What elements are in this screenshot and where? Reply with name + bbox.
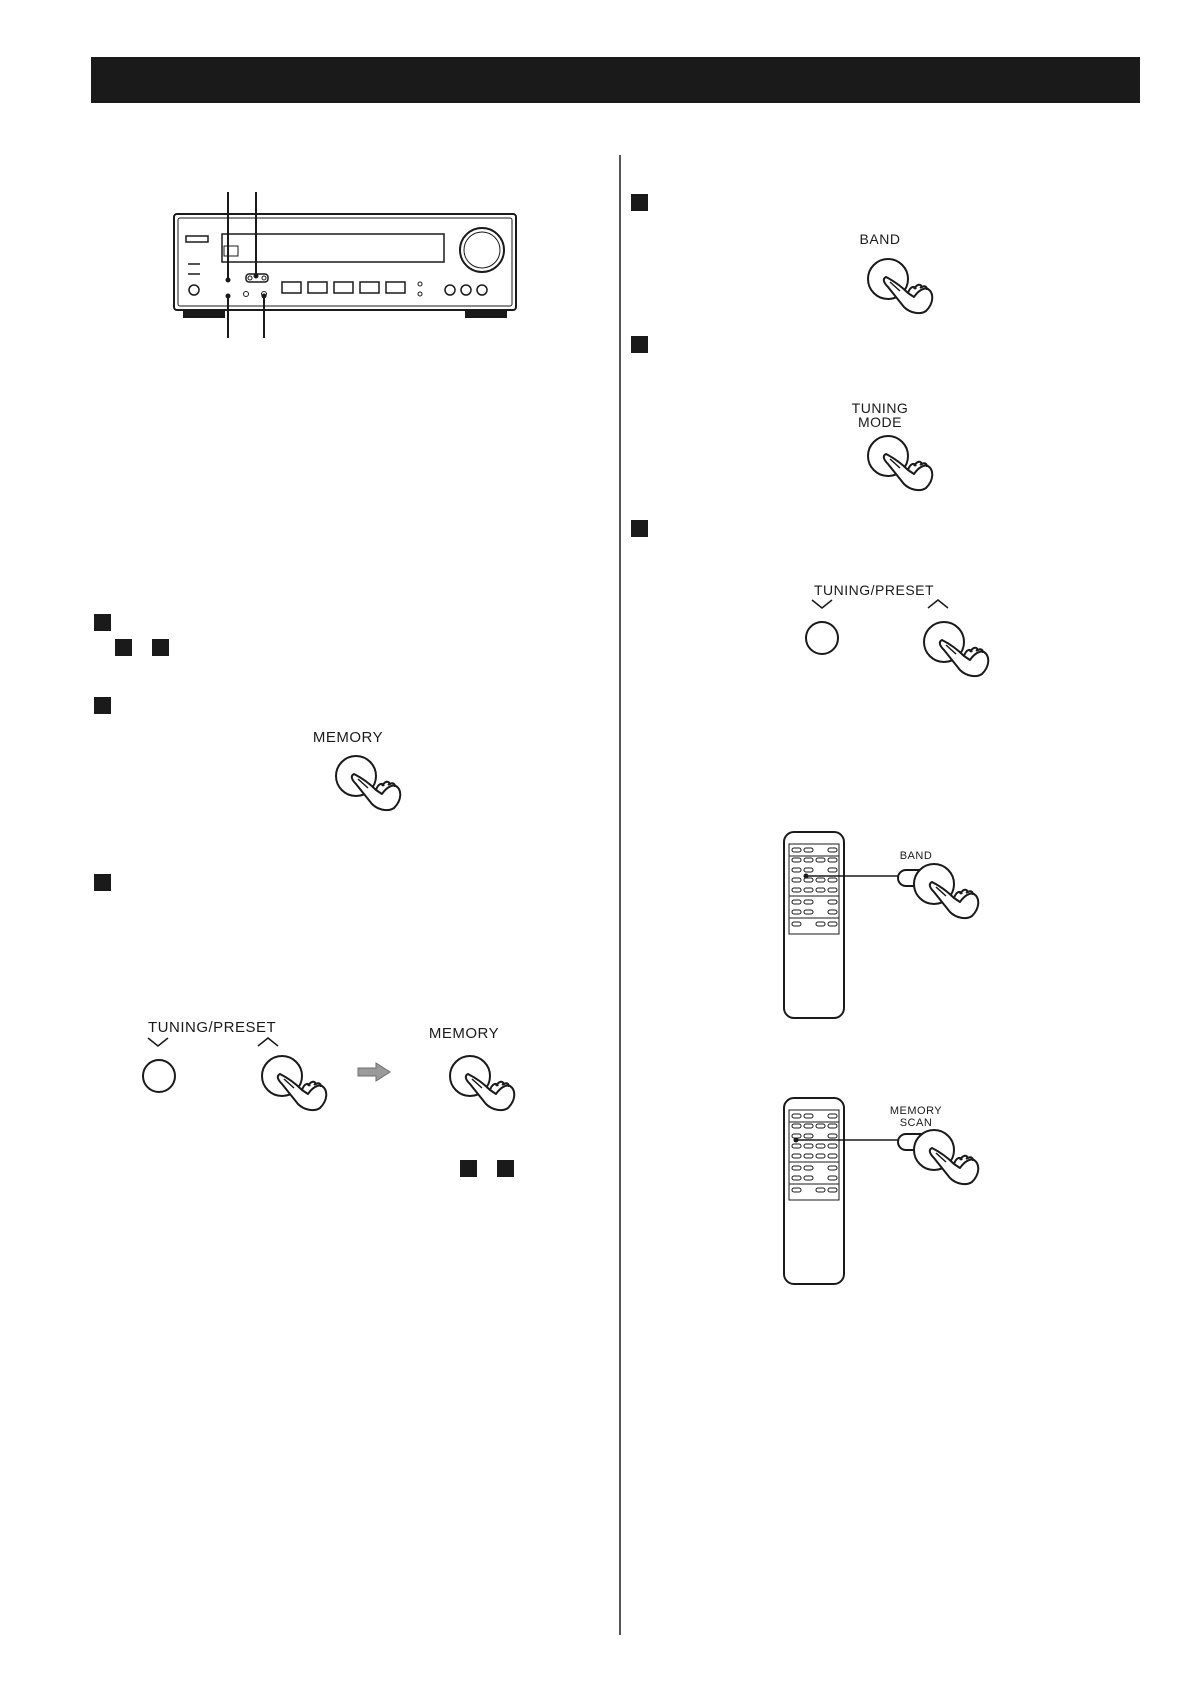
step-marker <box>497 1160 514 1177</box>
tuning-preset-label: TUNING/PRESET <box>148 1019 277 1036</box>
step-marker <box>94 697 111 714</box>
hand-press-icon <box>446 1052 526 1112</box>
hand-press-icon <box>864 255 944 315</box>
band-label: BAND <box>859 231 901 247</box>
column-divider <box>619 155 621 1635</box>
tuning-mode-label-line1: TUNING <box>851 400 909 416</box>
hand-press-icon <box>258 1052 338 1112</box>
header-bar <box>91 57 1140 103</box>
tuning-preset-indicators <box>146 1036 296 1050</box>
preset-down-button-icon <box>802 618 842 658</box>
hand-press-icon <box>332 752 412 812</box>
step-marker <box>631 194 648 211</box>
step-marker <box>631 520 648 537</box>
tuning-mode-label-line2: MODE <box>858 414 902 430</box>
hand-press-icon <box>910 1126 990 1186</box>
remote-band-label: BAND <box>899 850 933 862</box>
step-marker <box>631 336 648 353</box>
memory-label-2: MEMORY <box>428 1025 500 1042</box>
remote-memory-scan-pointer <box>790 1134 900 1154</box>
step-marker <box>94 614 111 631</box>
tuning-preset-label-right: TUNING/PRESET <box>814 582 935 598</box>
step-marker <box>94 874 111 891</box>
preset-down-button-icon <box>139 1056 179 1096</box>
remote-control-icon <box>782 830 846 1020</box>
step-marker <box>152 639 169 656</box>
step-marker <box>460 1160 477 1177</box>
hand-press-icon <box>920 618 1000 678</box>
hand-press-icon <box>864 432 944 492</box>
memory-label: MEMORY <box>312 729 384 746</box>
arrow-right-icon <box>356 1061 392 1083</box>
remote-band-pointer <box>800 870 910 890</box>
remote-control-icon <box>782 1096 846 1286</box>
remote-memory-scan-label-line1: MEMORY <box>889 1105 943 1117</box>
remote-memory-scan-label-line2: SCAN <box>899 1117 933 1129</box>
receiver-front-panel-icon <box>170 190 530 340</box>
step-marker <box>115 639 132 656</box>
hand-press-icon <box>910 860 990 920</box>
tuning-preset-indicators <box>810 598 960 612</box>
